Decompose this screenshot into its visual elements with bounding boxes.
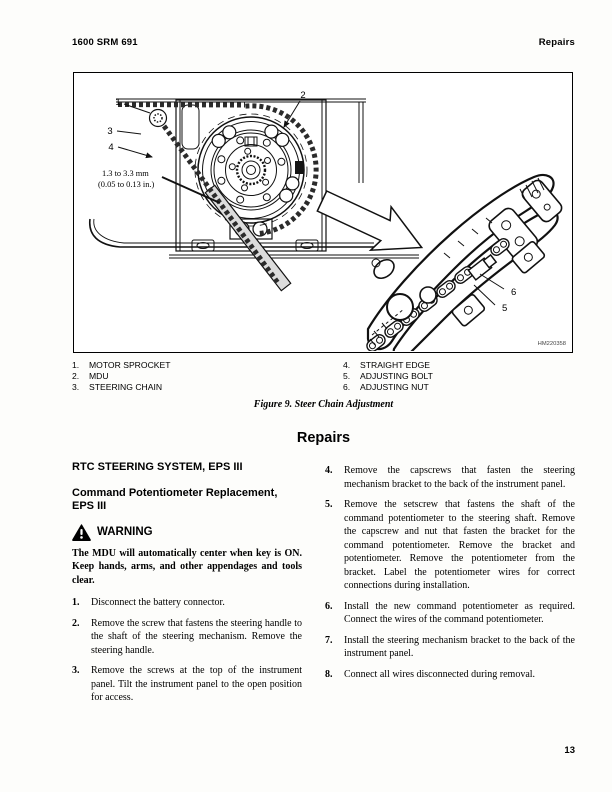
figure-watermark: HM220358: [537, 341, 566, 347]
step-text: Install the new command potentiometer as required. Connect the wires of the command potentiometer.: [344, 600, 575, 625]
section-title: Repairs: [296, 430, 351, 446]
figure-caption: Figure 9. Steer Chain Adjustment: [253, 399, 394, 410]
subsection-heading-rtc: RTC STEERING SYSTEM, EPS III: [72, 461, 243, 473]
step-item: 3. Remove the screws at the top of the instrument panel. Tilt the instrument panel to the open position for access.: [72, 665, 302, 703]
step-item: 6. Install the new command potentiometer as required. Connect the wires of the command potentiometer.: [325, 600, 575, 625]
callout-6: 6: [511, 287, 517, 298]
step-text: Install the steering mechanism bracket to the back of the instrument panel.: [344, 634, 575, 659]
callout-1: 1: [115, 97, 121, 108]
step-text: Remove the setscrew that fastens the shaft of the command potentiometer to the steering shaft. Remove the capscrew and nut that fasten the bracket for the command potentiometer. Remove the bracket and potentiometer. Remove the potentiometer from the bracket. Label the potentiometer wires for correct connections during installation.: [344, 499, 575, 591]
header-document-code: 1600 SRM 691: [72, 37, 138, 48]
zoom-arrow: [317, 191, 421, 250]
step-item: 5. Remove the setscrew that fastens the shaft of the command potentiometer to the steering shaft. Remove the capscrew and nut that fasten the bracket for the command potentiometer. Remove the bracket and potentiometer. Remove the potentiometer from the bracket. Label the potentiometer wires for correct connections during installation.: [325, 499, 575, 591]
legend-item: 1. MOTOR SPROCKET: [72, 360, 171, 370]
legend-column-right: [343, 360, 433, 393]
step-text: Remove the screws at the top of the instrument panel. Tilt the instrument panel to the open position for access.: [91, 665, 302, 703]
legend-item: 5. ADJUSTING BOLT: [343, 371, 433, 381]
procedure-steps-left: [72, 596, 302, 705]
step-item: 1. Disconnect the battery connector.: [72, 597, 225, 608]
header-section-name: Repairs: [538, 37, 575, 48]
step-item: 7. Install the steering mechanism bracket to the back of the instrument panel.: [325, 634, 575, 659]
step-item: 8. Connect all wires disconnected during removal.: [325, 668, 536, 680]
warning-icon: [72, 524, 91, 541]
callout-4: 4: [108, 142, 114, 153]
legend-item: 3. STEERING CHAIN: [72, 382, 163, 392]
step-text: Connect all wires disconnected during removal.: [344, 668, 536, 680]
warning-text: The MDU will automatically center when key is ON. Keep hands, arms, and other appendages and tools clear.: [72, 547, 302, 586]
right-column: [325, 464, 575, 688]
subsection-heading-potentiometer: Command Potentiometer Replacement, EPS III: [72, 486, 278, 512]
procedure-steps-right: [325, 464, 575, 681]
motor-sprocket: [150, 110, 167, 127]
legend-item: 4. STRAIGHT EDGE: [343, 360, 431, 370]
callout-3: 3: [107, 126, 113, 137]
callout-2: 2: [300, 90, 306, 101]
steer-chain-diagram: [74, 73, 571, 351]
straight-edge: [164, 126, 291, 291]
legend-item: 2. MDU: [72, 371, 109, 381]
detail-view: [365, 175, 564, 351]
step-item: 4. Remove the capscrews that fasten the steering mechanism bracket to the back of the instrument panel.: [325, 465, 575, 490]
mdu-drawing: [195, 114, 307, 239]
step-item: 2. Remove the screw that fastens the steering handle to the shaft of the steering mechanism. Remove the steering handle.: [72, 617, 302, 656]
legend-item: 6. ADJUSTING NUT: [343, 382, 429, 392]
step-text: Remove the capscrews that fasten the steering mechanism bracket to the back of the instrument panel.: [344, 465, 575, 490]
step-text: Disconnect the battery connector.: [91, 597, 225, 608]
callout-5: 5: [502, 303, 508, 314]
figure-steer-chain-adjustment: [73, 72, 573, 353]
legend-column-left: [72, 360, 171, 393]
left-column: [72, 461, 302, 712]
measurement-label-mm: 1.3 to 3.3 mm: [102, 169, 149, 178]
page-number: 13: [564, 745, 575, 756]
step-text: Remove the screw that fastens the steering handle to the shaft of the steering mechanism. Remove the steering handle.: [91, 617, 302, 656]
warning-header: [72, 524, 302, 542]
warning-label: WARNING: [97, 525, 153, 538]
measurement-label-in: (0.05 to 0.13 in.): [98, 180, 155, 189]
